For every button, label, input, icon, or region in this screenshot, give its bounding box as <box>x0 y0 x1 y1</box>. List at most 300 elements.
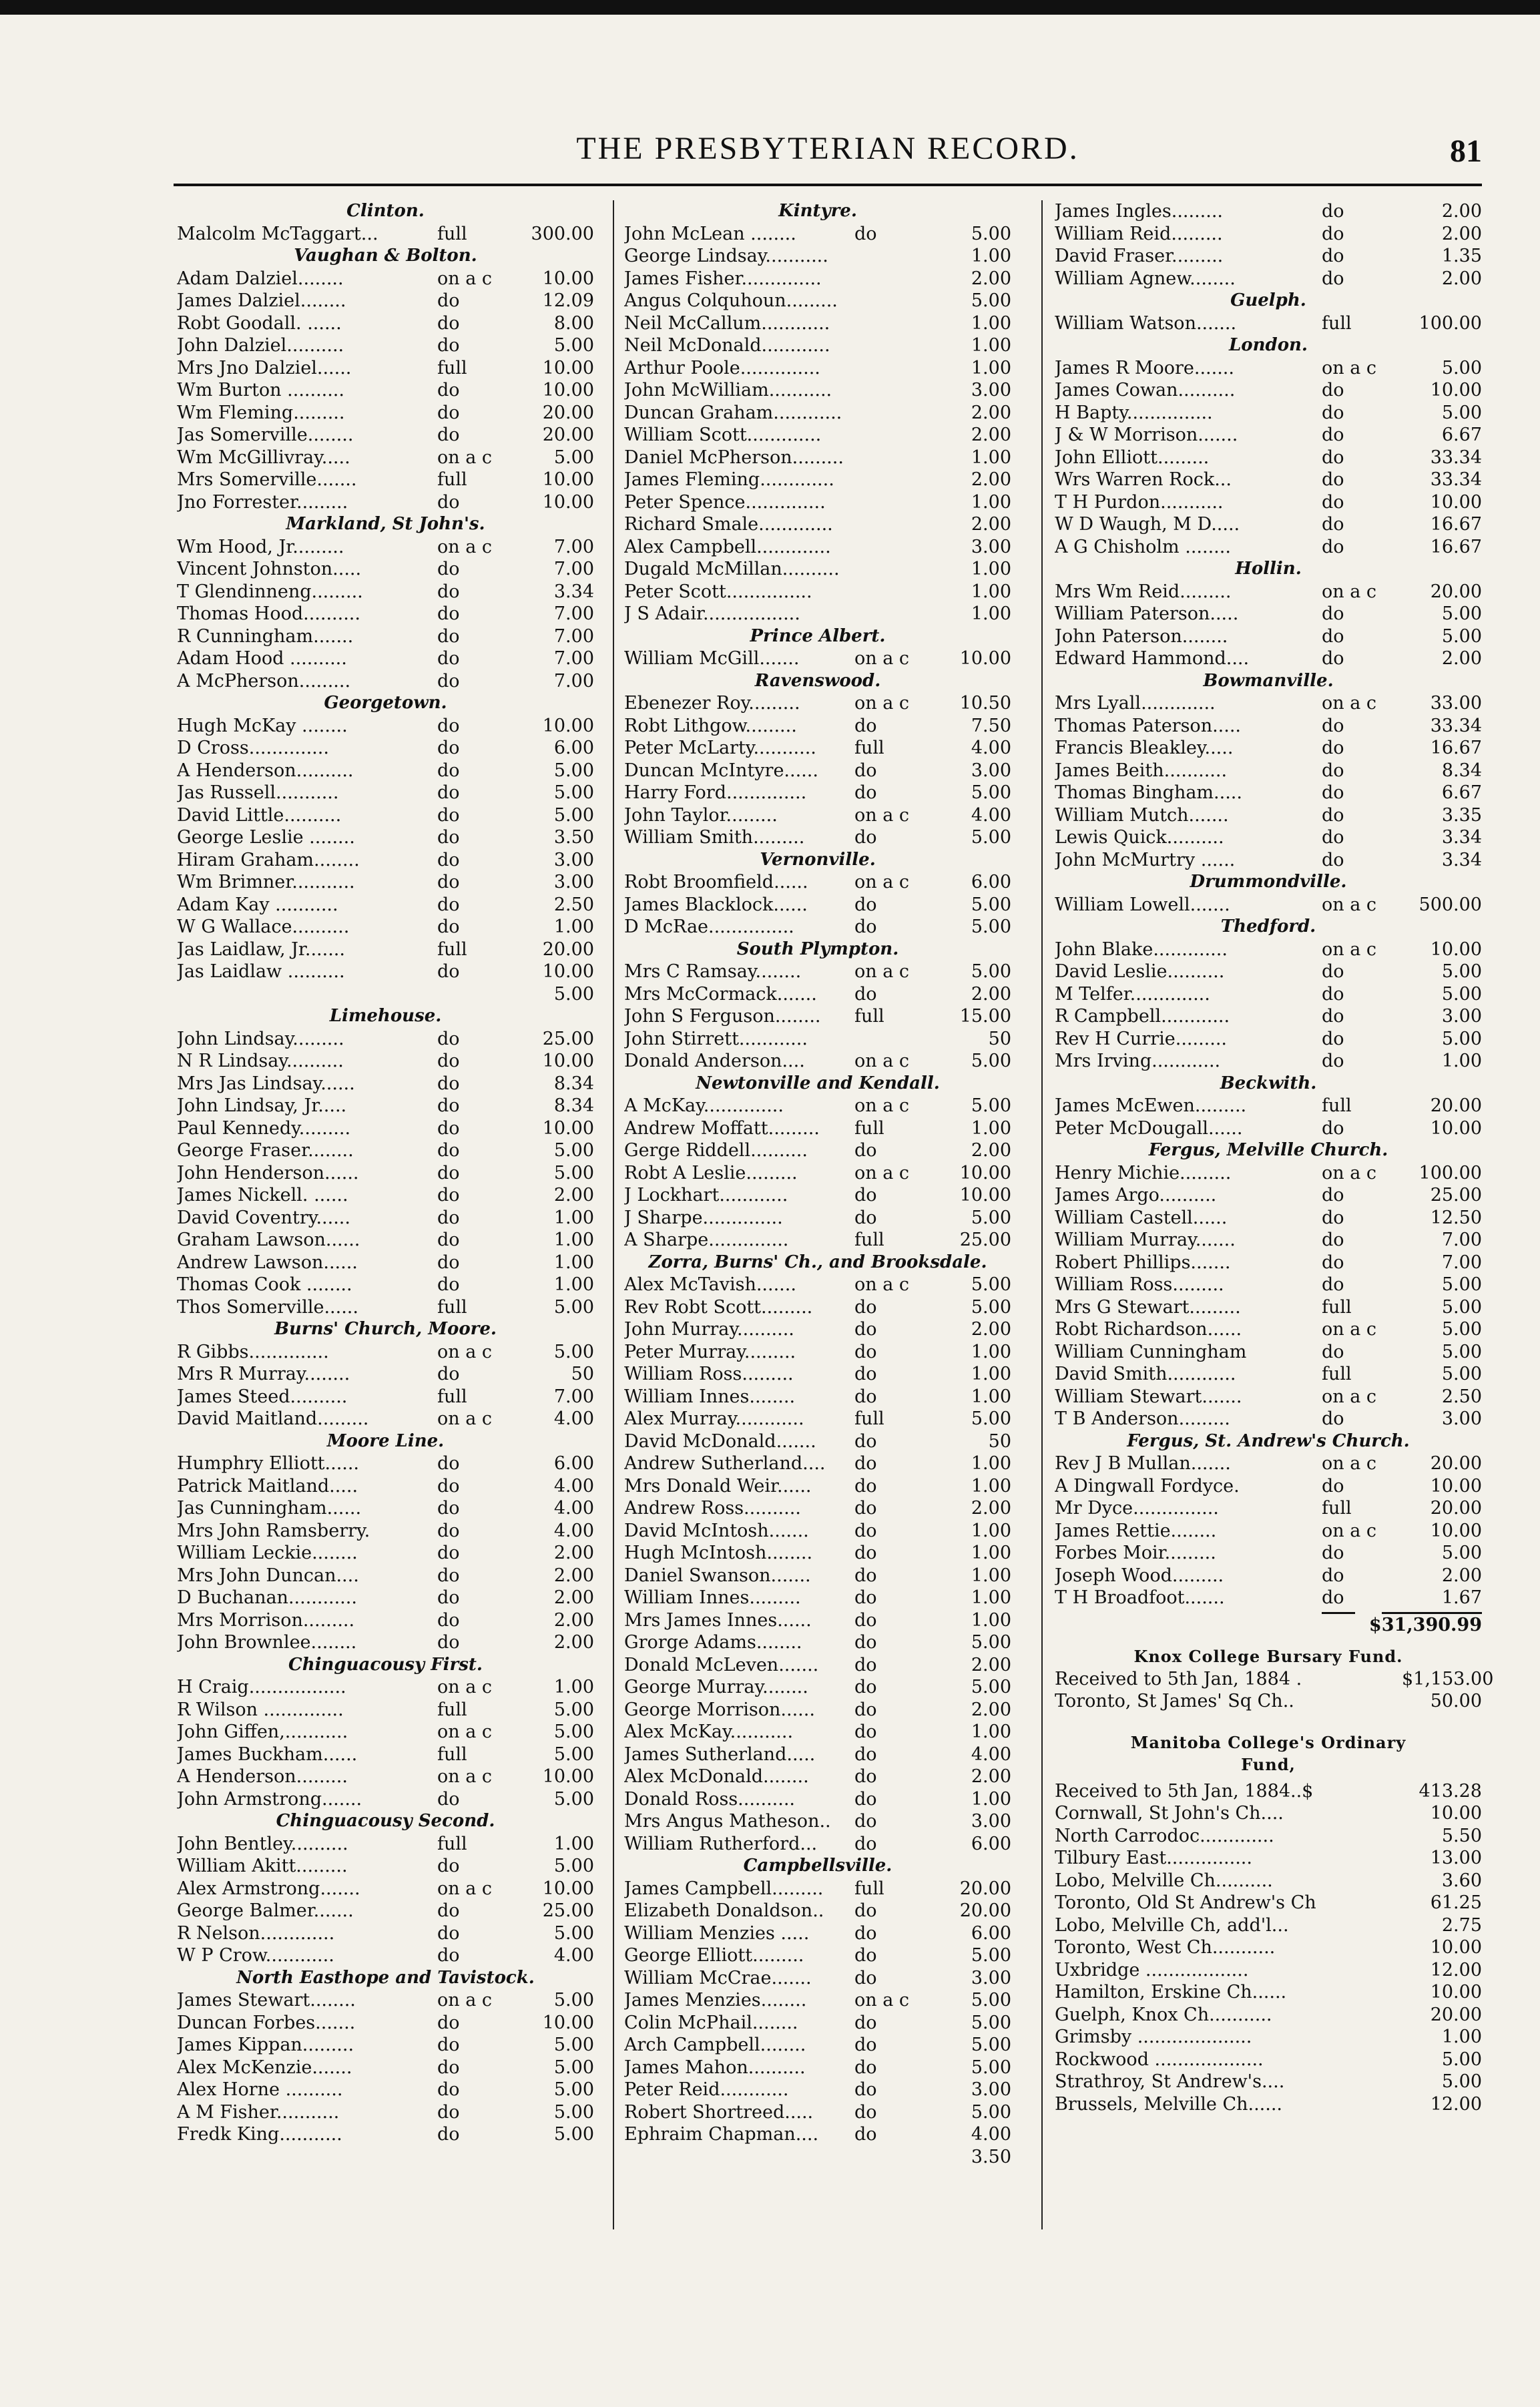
donor-name: Donald McLeven....... <box>624 1654 819 1675</box>
donor-name: John Henderson...... <box>177 1162 359 1183</box>
donor-row <box>624 1878 1011 1900</box>
payment-type: do <box>437 425 460 445</box>
amount: 5.00 <box>553 2079 594 2100</box>
amount: 20.00 <box>542 402 594 423</box>
fund-row <box>1055 1959 1482 1982</box>
payment-type: do <box>437 916 460 937</box>
donor-row <box>624 1900 1011 1922</box>
payment-type: do <box>854 1140 877 1161</box>
amount: 1.00 <box>971 335 1011 356</box>
donor-row <box>177 1207 594 1230</box>
payment-type: on a c <box>1322 1319 1377 1340</box>
donor-name: Andrew Ross.......... <box>624 1498 801 1519</box>
donor-row <box>177 447 594 469</box>
fund-amount: 12.00 <box>1430 1959 1482 1980</box>
fund-amount: 2.75 <box>1441 1914 1482 1936</box>
payment-type: do <box>437 670 460 692</box>
payment-type: do <box>437 1274 460 1295</box>
payment-type: full <box>854 1117 884 1139</box>
fund-row <box>1055 1892 1482 1914</box>
payment-type: do <box>1322 246 1344 266</box>
amount: 20.00 <box>1430 1095 1482 1116</box>
payment-type: do <box>854 1364 877 1384</box>
donor-name: Richard Smale............. <box>624 514 833 535</box>
donor-row <box>177 961 594 983</box>
donor-name: Adam Dalziel........ <box>177 268 344 289</box>
payment-type: do <box>1322 738 1344 758</box>
payment-type: do <box>854 1207 877 1228</box>
donor-name: William Mutch....... <box>1055 804 1229 826</box>
section-heading: Hollin. <box>1235 559 1302 579</box>
amount: 6.67 <box>1441 782 1482 803</box>
donor-row <box>624 491 1011 514</box>
amount: 7.50 <box>971 715 1011 736</box>
amount: 1.00 <box>971 1721 1011 1742</box>
manitoba-fund-title: Manitoba College's Ordinary <box>1130 1732 1406 1752</box>
amount: 5.00 <box>553 804 594 826</box>
fund-amount: 10.00 <box>1430 1937 1482 1958</box>
donor-name: Duncan McIntyre...... <box>624 760 818 781</box>
donor-row <box>624 1430 1011 1453</box>
payment-type: do <box>437 1475 460 1497</box>
amount: 33.00 <box>1430 693 1482 714</box>
amount: 5.00 <box>553 2057 594 2078</box>
donor-name: James Cowan.......... <box>1055 380 1236 400</box>
donor-name: David Maitland......... <box>177 1408 369 1429</box>
donor-row <box>177 1073 594 1095</box>
payment-type: full <box>437 1744 467 1765</box>
donor-name: James Steed.......... <box>177 1386 348 1407</box>
amount: 3.50 <box>971 2146 1011 2167</box>
fund-source: Lobo, Melville Ch, add'l... <box>1055 1914 1289 1936</box>
donor-row <box>624 1542 1011 1565</box>
fund-amount: 13.00 <box>1430 1848 1482 1868</box>
payment-type: do <box>1322 536 1344 557</box>
payment-type: full <box>854 1006 884 1027</box>
donor-row <box>624 1766 1011 1788</box>
payment-type: do <box>437 402 460 423</box>
amount: 2.00 <box>971 425 1011 445</box>
donor-name: Andrew Lawson...... <box>177 1252 358 1273</box>
payment-type: do <box>1322 514 1344 535</box>
amount: 1.00 <box>553 1207 594 1228</box>
grand-total: $31,390.99 <box>1368 1614 1482 1635</box>
donor-name: David Little.......... <box>177 804 342 826</box>
donor-row <box>177 1363 594 1386</box>
donor-row <box>624 760 1011 782</box>
payment-type: full <box>437 939 467 960</box>
donor-row <box>624 290 1011 312</box>
knox-fund-list <box>1055 1668 1494 1713</box>
payment-type: do <box>437 1565 460 1586</box>
donor-row <box>1055 1252 1482 1274</box>
amount: 3.35 <box>1441 804 1482 826</box>
donor-row <box>1055 1452 1482 1475</box>
donor-row <box>1055 961 1482 983</box>
payment-type: do <box>437 1073 460 1094</box>
donor-name: David Smith............ <box>1055 1364 1236 1384</box>
payment-type: full <box>1322 1364 1352 1384</box>
payment-type: do <box>437 1543 460 1563</box>
donor-name: Ebenezer Roy......... <box>624 693 800 714</box>
donor-name: John S Ferguson........ <box>624 1006 821 1027</box>
payment-type: do <box>1322 402 1344 423</box>
donor-name: Angus Colquhoun......... <box>624 290 838 311</box>
donor-name: Alex Murray............ <box>624 1408 804 1429</box>
donor-name: Daniel McPherson......... <box>624 447 844 468</box>
payment-type: do <box>854 1744 877 1765</box>
donor-row <box>177 1878 594 1900</box>
donor-name: William Leckie........ <box>177 1543 358 1563</box>
payment-type: on a c <box>437 1721 493 1742</box>
payment-type: do <box>854 2124 877 2145</box>
payment-type: do <box>437 625 460 647</box>
donor-row <box>624 1318 1011 1341</box>
payment-type: do <box>854 1699 877 1720</box>
donor-row <box>1055 223 1482 246</box>
amount: 10.00 <box>542 1878 594 1899</box>
donor-name: James Kippan......... <box>177 2035 354 2055</box>
payment-type: do <box>437 804 460 826</box>
donor-row <box>1055 894 1482 916</box>
amount: 8.00 <box>553 312 594 334</box>
fund-amount: 3.60 <box>1441 1870 1482 1891</box>
payment-type: on a c <box>854 804 910 826</box>
donor-name: T H Purdon........... <box>1055 491 1224 513</box>
payment-type: do <box>1322 849 1344 870</box>
payment-type: do <box>1322 223 1344 244</box>
donor-name: Malcolm McTaggart... <box>177 223 378 244</box>
donor-row <box>1055 1095 1482 1117</box>
amount: 5.00 <box>971 1207 1011 1228</box>
amount: 25.00 <box>542 1028 594 1049</box>
payment-type: do <box>854 1453 877 1474</box>
amount: 1.00 <box>553 1274 594 1295</box>
amount: 3.00 <box>553 872 594 892</box>
payment-type: do <box>854 1967 877 1988</box>
payment-type: do <box>437 581 460 602</box>
donor-row <box>624 1184 1011 1207</box>
donor-row <box>177 804 594 827</box>
payment-type: do <box>854 1386 877 1407</box>
fund-source: Toronto, West Ch........... <box>1055 1937 1276 1958</box>
amount: 5.00 <box>971 290 1011 311</box>
payment-type: on a c <box>437 1990 493 2011</box>
donor-row <box>177 469 594 491</box>
amount: 5.00 <box>553 1162 594 1183</box>
section-heading: Zorra, Burns' Ch., and Brooksdale. <box>648 1252 987 1272</box>
donor-row <box>1055 1296 1482 1319</box>
donor-name: Jas Cunningham...... <box>177 1498 362 1519</box>
donor-name: Mrs Wm Reid......... <box>1055 581 1232 602</box>
donor-name: Mrs McCormack....... <box>624 983 817 1005</box>
donor-row <box>624 2146 1011 2169</box>
payment-type <box>854 402 941 425</box>
payment-type: do <box>437 1051 460 1071</box>
donor-row <box>624 1833 1011 1856</box>
payment-type: do <box>437 1207 460 1228</box>
amount: 3.00 <box>1441 1006 1482 1027</box>
donor-name: A G Chisholm ........ <box>1055 536 1231 557</box>
donor-row <box>1055 1050 1482 1073</box>
amount: 10.00 <box>1430 380 1482 400</box>
fund-source: Toronto, Old St Andrew's Ch <box>1055 1892 1316 1913</box>
donor-name: Jas Laidlaw, Jr....... <box>177 939 345 960</box>
payment-type: do <box>1322 715 1344 736</box>
section-heading: Fergus, St. Andrew's Church. <box>1127 1430 1410 1451</box>
amount: 3.00 <box>553 849 594 870</box>
payment-type: do <box>854 1296 877 1318</box>
donor-name: Grorge Adams........ <box>624 1632 802 1653</box>
payment-type: on a c <box>1322 581 1377 602</box>
donor-row <box>177 1989 594 2012</box>
amount: 10.00 <box>1430 939 1482 960</box>
donor-row <box>177 2057 594 2079</box>
donor-name: Mrs Donald Weir...... <box>624 1475 812 1497</box>
donor-row <box>177 1900 594 1922</box>
amount: 1.00 <box>971 312 1011 334</box>
donor-name: Peter Reid............ <box>624 2079 789 2100</box>
donor-name: William Reid......... <box>1055 223 1223 244</box>
amount: 10.00 <box>542 268 594 289</box>
payment-type: do <box>437 1252 460 1273</box>
donor-row <box>1055 245 1482 268</box>
payment-type: do <box>437 1900 460 1921</box>
payment-type: do <box>854 1721 877 1742</box>
payment-type: do <box>437 1498 460 1519</box>
payment-type: do <box>1322 1543 1344 1563</box>
payment-type <box>437 983 524 1006</box>
amount: 7.00 <box>1441 1230 1482 1250</box>
donor-row <box>624 1095 1011 1117</box>
payment-type: do <box>437 603 460 624</box>
donor-row <box>1055 1229 1482 1252</box>
donor-row <box>1055 1028 1482 1051</box>
amount: 7.00 <box>553 603 594 624</box>
donor-name: Graham Lawson...... <box>177 1230 360 1250</box>
amount: 2.00 <box>553 1543 594 1563</box>
payment-type: on a c <box>437 1677 493 1697</box>
payment-type: on a c <box>854 961 910 982</box>
donor-name: Andrew Moffatt......... <box>624 1117 820 1139</box>
section-heading: Chinguacousy First. <box>288 1654 483 1675</box>
donor-name: H Craig................. <box>177 1677 346 1697</box>
donor-row <box>177 1274 594 1296</box>
amount: 3.00 <box>971 1967 1011 1988</box>
donor-row <box>1055 402 1482 425</box>
donor-name: D Cross.............. <box>177 738 329 758</box>
donor-row <box>177 983 594 1006</box>
payment-type: on a c <box>854 648 910 669</box>
donor-row <box>177 1252 594 1274</box>
donor-name: Arthur Poole.............. <box>624 357 820 378</box>
amount: 4.00 <box>553 1498 594 1519</box>
payment-type: do <box>1322 804 1344 826</box>
section-heading: Moore Line. <box>326 1430 445 1451</box>
payment-type: do <box>437 2057 460 2078</box>
payment-type: do <box>437 1028 460 1049</box>
donor-name: William Stewart....... <box>1055 1386 1242 1407</box>
payment-type: do <box>854 1543 877 1563</box>
payment-type: do <box>854 1520 877 1541</box>
donor-row <box>177 424 594 447</box>
donor-row <box>177 1296 594 1319</box>
donor-name: Alex McDonald........ <box>624 1766 809 1787</box>
fund-row <box>1055 1870 1482 1892</box>
donor-row <box>1055 647 1482 670</box>
donor-name: Edward Hammond.... <box>1055 648 1250 669</box>
donor-name: Francis Bleakley..... <box>1055 738 1234 758</box>
donor-name: James Blacklock...... <box>624 894 808 915</box>
donor-name: George Balmer....... <box>177 1900 354 1921</box>
payment-type: do <box>437 849 460 870</box>
column-2 <box>624 200 1011 2168</box>
amount: 5.00 <box>553 1856 594 1876</box>
donor-name: T Glendinneng......... <box>177 581 363 602</box>
amount: 6.00 <box>971 872 1011 892</box>
donor-row <box>624 1296 1011 1319</box>
fund-amount: 12.00 <box>1430 2093 1482 2115</box>
payment-type: do <box>437 715 460 736</box>
section-heading: Georgetown. <box>324 693 447 713</box>
amount: 10.00 <box>959 1185 1011 1206</box>
fund-source: Received to 5th Jan, 1884 . <box>1055 1668 1302 1689</box>
fund-source: Received to 5th Jan, 1884..$ <box>1055 1780 1314 1802</box>
donor-row <box>1055 200 1482 223</box>
donor-name: William Cunningham <box>1055 1341 1247 1362</box>
donor-name: James R Moore....... <box>1055 357 1234 378</box>
amount: 16.67 <box>1430 536 1482 557</box>
donor-row <box>177 737 594 760</box>
payment-type: on a c <box>854 1051 910 1071</box>
donor-name: Daniel Swanson....... <box>624 1565 811 1586</box>
donor-row <box>177 1229 594 1252</box>
amount: 2.00 <box>1441 201 1482 222</box>
donor-name: T B Anderson......... <box>1055 1408 1230 1429</box>
section-heading: Burns' Church, Moore. <box>274 1319 497 1339</box>
amount: 3.00 <box>971 536 1011 557</box>
payment-type <box>854 536 941 559</box>
amount: 5.00 <box>971 2057 1011 2078</box>
fund-source: Brussels, Melville Ch...... <box>1055 2093 1283 2115</box>
donor-row <box>624 1341 1011 1364</box>
amount: 2.00 <box>553 1185 594 1206</box>
donor-name: R Cunningham....... <box>177 625 354 647</box>
donor-name: John Bentley.......... <box>177 1833 348 1854</box>
donor-name: Donald Anderson.... <box>624 1051 805 1071</box>
payment-type: on a c <box>854 693 910 714</box>
payment-type: do <box>854 1900 877 1921</box>
donor-row <box>624 379 1011 402</box>
amount: 2.00 <box>1441 223 1482 244</box>
donor-row <box>624 402 1011 425</box>
donor-row <box>177 1139 594 1162</box>
donor-name: R Nelson............. <box>177 1922 335 1944</box>
donor-name: William Akitt......... <box>177 1856 348 1876</box>
fund-amount: 61.25 <box>1430 1892 1482 1913</box>
payment-type: do <box>854 2012 877 2033</box>
donor-name: John McWilliam........... <box>624 380 832 400</box>
donor-name: D Buchanan............ <box>177 1587 357 1608</box>
amount: 3.00 <box>1441 1408 1482 1429</box>
donor-name: James Beith........... <box>1055 760 1228 781</box>
payment-type: do <box>437 648 460 669</box>
payment-type: full <box>437 469 467 490</box>
amount: 10.00 <box>1430 1475 1482 1497</box>
section-heading: Bowmanville. <box>1203 670 1334 691</box>
fund-row <box>1055 1668 1494 1691</box>
payment-type: on a c <box>854 872 910 892</box>
donor-name: Harry Ford.............. <box>624 782 807 803</box>
payment-type: do <box>437 559 460 579</box>
donor-name: James Ingles......... <box>1055 201 1223 222</box>
donor-name: Peter Scott............... <box>624 581 812 602</box>
donor-name: Jas Laidlaw .......... <box>177 961 345 982</box>
donor-row <box>624 1520 1011 1543</box>
donor-name: Henry Michie......... <box>1055 1162 1232 1183</box>
donor-name: A Henderson......... <box>177 1766 348 1787</box>
payment-type: do <box>854 782 877 803</box>
payment-type: do <box>854 1498 877 1519</box>
donor-row <box>177 334 594 357</box>
donor-row <box>624 312 1011 335</box>
fund-source: Uxbridge .................. <box>1055 1959 1249 1980</box>
donor-row <box>624 1944 1011 1967</box>
donor-name: R Wilson .............. <box>177 1699 344 1720</box>
donor-name: William Smith......... <box>624 827 805 848</box>
donor-name: Mrs John Duncan.... <box>177 1565 359 1586</box>
donor-row <box>177 939 594 961</box>
amount: 1.00 <box>971 1520 1011 1541</box>
amount: 5.00 <box>553 1744 594 1765</box>
amount: 1.00 <box>971 357 1011 378</box>
amount: 5.00 <box>971 1945 1011 1966</box>
payment-type: do <box>437 760 460 781</box>
donor-row <box>1055 536 1482 559</box>
donor-row <box>624 1162 1011 1185</box>
amount: 4.00 <box>553 1475 594 1497</box>
donor-name: Thos Somerville...... <box>177 1296 358 1318</box>
donor-name: Rev Robt Scott......... <box>624 1296 813 1318</box>
donor-row <box>1055 692 1482 715</box>
donor-row <box>177 1855 594 1878</box>
fund-source: Grimsby .................... <box>1055 2027 1252 2047</box>
fund-source: Lobo, Melville Ch.......... <box>1055 1870 1273 1891</box>
payment-type: do <box>854 1811 877 1832</box>
donor-row <box>624 223 1011 246</box>
payment-type: do <box>1322 603 1344 624</box>
donor-row <box>624 1363 1011 1386</box>
amount: 2.00 <box>553 1632 594 1653</box>
donor-name: T H Broadfoot....... <box>1055 1587 1225 1608</box>
payment-type: on a c <box>437 447 493 468</box>
donor-name: William Murray....... <box>1055 1230 1236 1250</box>
payment-type <box>854 581 941 603</box>
amount: 10.00 <box>542 1766 594 1787</box>
donor-row <box>177 625 594 648</box>
donor-name: John Stirrett............ <box>624 1028 808 1049</box>
donor-row <box>1055 1207 1482 1230</box>
payment-type: do <box>437 782 460 803</box>
donor-name: William Watson....... <box>1055 312 1237 334</box>
donor-row <box>177 670 594 693</box>
section-heading: Newtonville and Kendall. <box>696 1073 940 1093</box>
donor-row <box>624 2012 1011 2035</box>
donor-row <box>177 2079 594 2101</box>
payment-type <box>854 469 941 491</box>
donor-name: Alex Armstrong....... <box>177 1878 360 1899</box>
amount: 33.34 <box>1430 469 1482 490</box>
